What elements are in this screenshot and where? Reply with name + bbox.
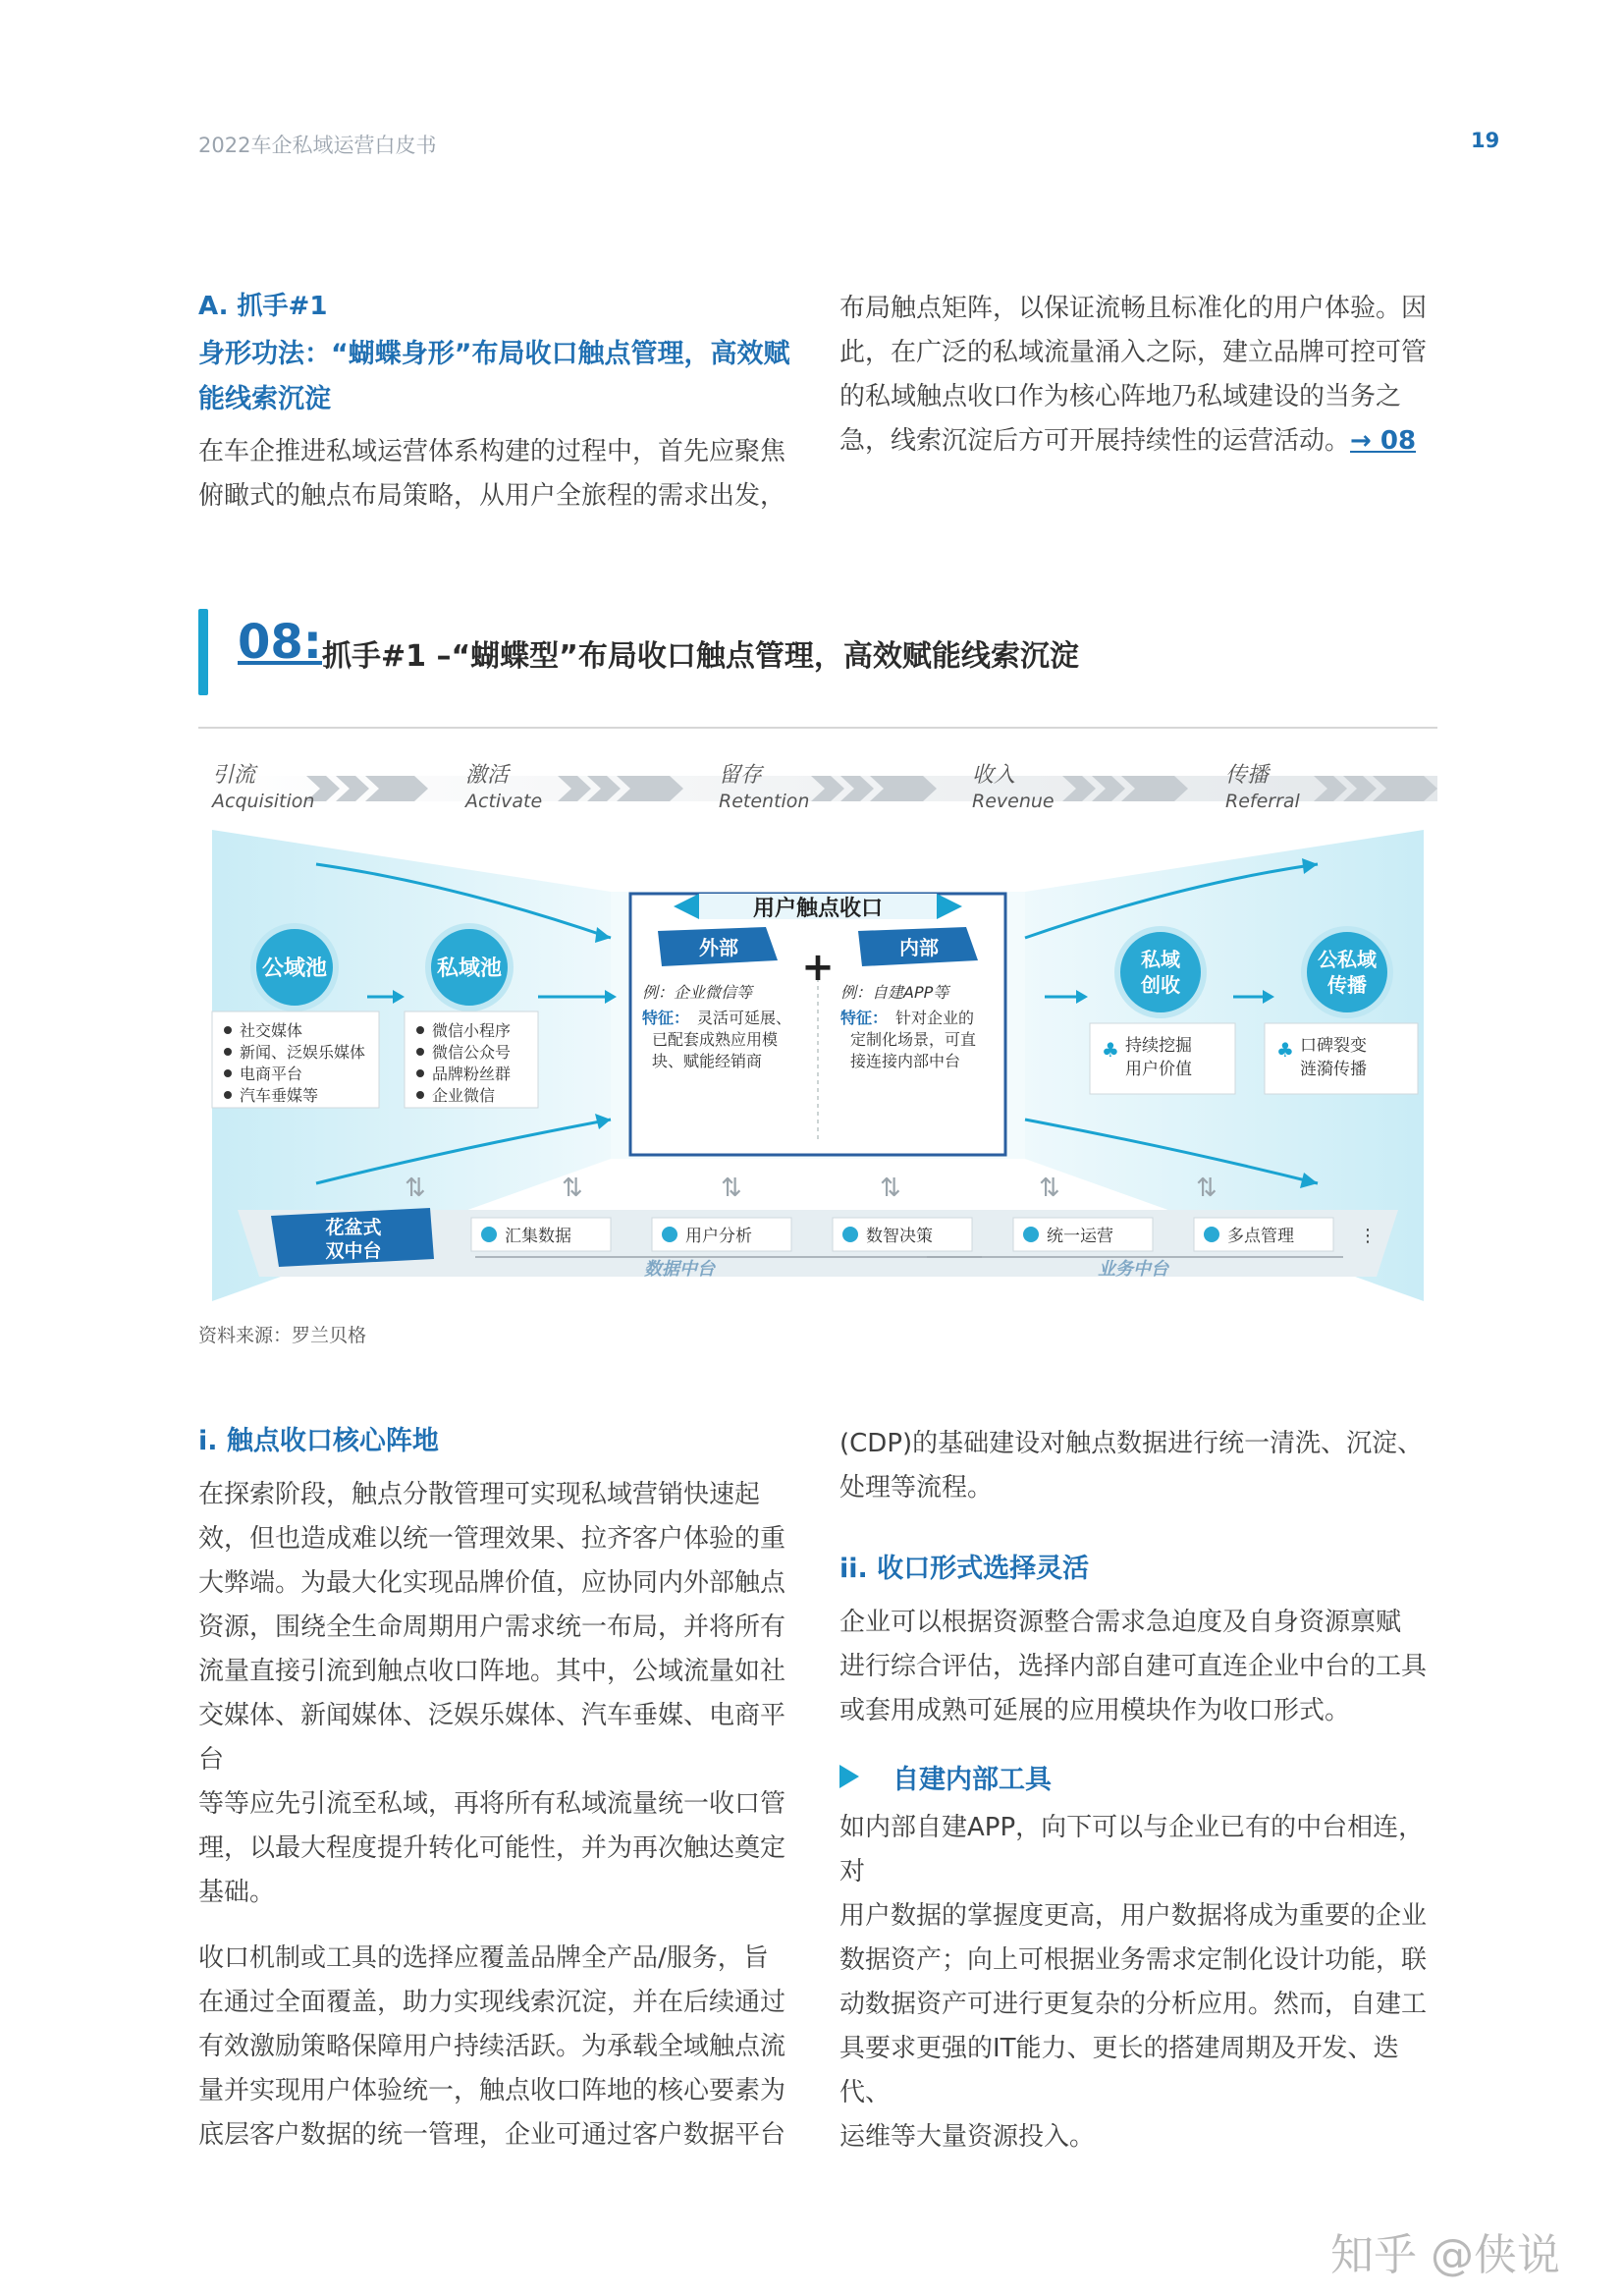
text-line: 企业可以根据资源整合需求急迫度及自身资源禀赋	[839, 1608, 1402, 1637]
text-line: 的私域触点收口作为核心阵地乃私域建设的当务之	[839, 382, 1402, 411]
section-i-continued	[839, 1422, 1448, 1510]
touchpoint-center	[630, 894, 1005, 1155]
node-label: 传播	[1327, 973, 1367, 997]
text-line: 布局触点矩阵，以保证流畅且标准化的用户体验。因	[839, 294, 1428, 323]
internal-example: 例：自建APP等	[840, 983, 949, 1002]
heading-line: 能线索沉淀	[198, 384, 331, 414]
section-ii-heading: ii. 收口形式选择灵活	[839, 1554, 1090, 1584]
feature-line: 块、赋能经销商	[652, 1052, 763, 1070]
feature-line: 定制化场景，可直	[850, 1030, 977, 1049]
node-desc: 涟漪传播	[1300, 1060, 1367, 1079]
section-ii-paragraph	[839, 1601, 1448, 1733]
node-desc: 持续挖掘	[1125, 1036, 1192, 1056]
text-line: 效，但也造成难以统一管理效果、拉齐客户体验的重	[198, 1524, 786, 1554]
subsection-heading-row	[839, 1757, 1448, 1796]
text-line: 如内部自建APP，向下可以与企业已有的中台相连，对	[839, 1813, 1425, 1886]
node-label: 创收	[1141, 973, 1180, 997]
node-label: 私域	[1141, 948, 1180, 971]
figure-divider	[198, 727, 1437, 729]
text-line: 数据资产；向上可根据业务需求定制化设计功能，联	[839, 1945, 1428, 1975]
tool-user-analysis	[652, 1218, 791, 1251]
text-line: 俯瞰式的触点布局策略，从用户全旅程的需求出发，	[198, 481, 786, 511]
sync-icon: ⇅	[405, 1174, 426, 1203]
feature-line: 针对企业的	[895, 1009, 975, 1027]
stage-cn: 传播	[1225, 763, 1270, 788]
feature-line: 灵活可延展、	[697, 1009, 792, 1027]
stage-en: Retention	[719, 791, 810, 812]
text-line: 收口机制或工具的选择应覆盖品牌全产品/服务，旨	[198, 1943, 769, 1973]
data-platform-label: 数据中台	[644, 1259, 715, 1280]
text-line: 有效激励策略保障用户持续活跃。为承载全域触点流	[198, 2032, 786, 2061]
text-line: 此，在广泛的私域流量涌入之际，建立品牌可控可管	[839, 338, 1428, 367]
text-line: 在通过全面覆盖，助力实现线索沉淀，并在后续通过	[198, 1988, 786, 2017]
pool-label: 公域池	[261, 957, 328, 981]
tool-label: 多点管理	[1227, 1227, 1294, 1246]
feature-key: 特征：	[642, 1009, 690, 1027]
text-line: 具要求更强的IT能力、更长的搭建周期及开发、迭代、	[839, 2034, 1399, 2107]
sprout-icon: ♣	[1276, 1038, 1294, 1062]
text-line: (CDP)的基础建设对触点数据进行统一清洗、沉淀、	[839, 1429, 1424, 1458]
pool-item: 社交媒体	[240, 1021, 303, 1040]
figure-ref-link[interactable]: → 08	[1350, 426, 1417, 456]
section-a-right	[839, 287, 1448, 464]
section-heading	[198, 332, 807, 422]
text-line: 处理等流程。	[839, 1473, 994, 1503]
section-a-left	[198, 287, 807, 519]
text-line: 量并实现用户体验统一，触点收口阵地的核心要素为	[198, 2076, 786, 2105]
section-a-paragraph	[198, 430, 807, 519]
node-desc: 口碑裂变	[1300, 1036, 1367, 1056]
text-line: 等等应先引流至私域，再将所有私域流量统一收口管	[198, 1789, 786, 1819]
node-desc: 用户价值	[1125, 1060, 1192, 1079]
platform-label: 花盆式	[325, 1217, 382, 1238]
internal-label: 内部	[899, 936, 939, 959]
text-line: 在探索阶段，触点分散管理可实现私域营销快速起	[198, 1480, 761, 1509]
node-label: 公私域	[1318, 948, 1377, 971]
butterfly-diagram	[198, 746, 1437, 1306]
subsection-heading: 自建内部工具	[893, 1764, 1052, 1795]
sync-icon: ⇅	[1039, 1174, 1060, 1203]
text-span: 急，线索沉淀后方可开展持续性的运营活动。	[839, 426, 1351, 456]
pool-item: 品牌粉丝群	[432, 1065, 512, 1083]
text-line: 大弊端。为最大化实现品牌价值，应协同内外部触点	[198, 1568, 786, 1598]
stage-en: Referral	[1225, 791, 1300, 812]
tool-label: 用户分析	[685, 1227, 752, 1246]
heading-line: 身形功法：“蝴蝶身形”布局收口触点管理，高效赋	[198, 339, 790, 369]
figure-number: 08:	[238, 615, 322, 670]
tool-label: 汇集数据	[505, 1227, 571, 1246]
text-line: 动数据资产可进行更复杂的分析应用。然而，自建工	[839, 1990, 1428, 2019]
pool-item: 微信公众号	[432, 1043, 512, 1062]
text-line: 底层客户数据的统一管理，企业可通过客户数据平台	[198, 2120, 786, 2150]
page-number: 19	[1471, 129, 1500, 152]
tool-decision	[833, 1218, 972, 1251]
center-title: 用户触点收口	[752, 897, 884, 921]
text-line: 资源，围绕全生命周期用户需求统一布局，并将所有	[198, 1613, 786, 1642]
section-i-left	[198, 1422, 807, 2158]
sync-icon: ⇅	[1196, 1174, 1217, 1203]
stage-bar	[198, 763, 1437, 812]
more-icon: ⋮	[1359, 1226, 1377, 1246]
text-line: 进行综合评估，选择内部自建可直连企业中台的工具	[839, 1652, 1428, 1681]
plus-icon: +	[801, 945, 835, 990]
sync-icon: ⇅	[562, 1174, 583, 1203]
pool-item: 微信小程序	[432, 1021, 512, 1040]
stage-cn: 引流	[212, 763, 256, 788]
figure-title: 抓手#1 –“蝴蝶型”布局收口触点管理，高效赋能线索沉淀	[322, 639, 1079, 674]
feature-key: 特征：	[840, 1009, 889, 1027]
section-kicker: A. 抓手#1	[198, 292, 328, 321]
section-i-para2	[198, 1937, 807, 2158]
stage-en: Activate	[465, 791, 543, 812]
text-line: 交媒体、新闻媒体、泛娱乐媒体、汽车垂媒、电商平台	[198, 1701, 786, 1775]
section-i-para1	[198, 1473, 807, 1915]
subsection-paragraph	[839, 1806, 1448, 2159]
text-line: 用户数据的掌握度更高，用户数据将成为重要的企业	[839, 1901, 1428, 1931]
stage-cn: 激活	[465, 763, 510, 788]
sync-icon: ⇅	[880, 1174, 901, 1203]
figure-accent-bar	[198, 609, 208, 695]
pool-item: 企业微信	[432, 1086, 496, 1105]
tool-unified-ops	[1013, 1218, 1153, 1251]
external-example: 例：企业微信等	[642, 983, 753, 1002]
external-label: 外部	[699, 936, 738, 959]
sync-icon: ⇅	[721, 1174, 742, 1203]
section-right-column	[839, 1422, 1448, 2159]
sprout-icon: ♣	[1102, 1038, 1119, 1062]
pool-label: 私域池	[436, 957, 503, 981]
text-line: 基础。	[198, 1878, 276, 1907]
plus-sign	[801, 945, 835, 990]
stage-cn: 留存	[719, 763, 763, 788]
text-line: 或套用成熟可延展的应用模块作为收口形式。	[839, 1696, 1351, 1725]
section-i-heading: i. 触点收口核心阵地	[198, 1426, 439, 1456]
dual-platform-base	[238, 1208, 1398, 1280]
watermark: 知乎 @侠说	[1330, 2230, 1560, 2280]
stage-en: Acquisition	[212, 791, 315, 812]
pool-item: 新闻、泛娱乐媒体	[240, 1043, 366, 1062]
text-line: 在车企推进私域运营体系构建的过程中，首先应聚焦	[198, 437, 786, 466]
text-line	[839, 419, 1448, 464]
platform-label: 双中台	[325, 1240, 382, 1262]
figure-source: 资料来源：罗兰贝格	[198, 1325, 367, 1346]
business-platform-label: 业务中台	[1098, 1259, 1168, 1280]
tool-label: 数智决策	[866, 1227, 933, 1246]
tool-collect-data	[471, 1218, 611, 1251]
text-line: 理，以最大程度提升转化可能性，并为再次触达奠定	[198, 1833, 786, 1863]
stage-cn: 收入	[972, 763, 1016, 788]
play-triangle-icon	[839, 1765, 859, 1788]
text-line: 流量直接引流到触点收口阵地。其中，公域流量如社	[198, 1657, 786, 1686]
tool-label: 统一运营	[1047, 1227, 1113, 1246]
pool-item: 汽车垂媒等	[240, 1086, 319, 1105]
stage-en: Revenue	[972, 791, 1055, 812]
feature-line: 已配套成熟应用模	[652, 1030, 779, 1049]
pool-item: 电商平台	[240, 1065, 303, 1083]
text-line: 运维等大量资源投入。	[839, 2122, 1096, 2152]
tool-multi-point	[1194, 1218, 1333, 1251]
header-title: 2022车企私域运营白皮书	[198, 134, 437, 157]
feature-line: 接连接内部中台	[850, 1052, 961, 1070]
